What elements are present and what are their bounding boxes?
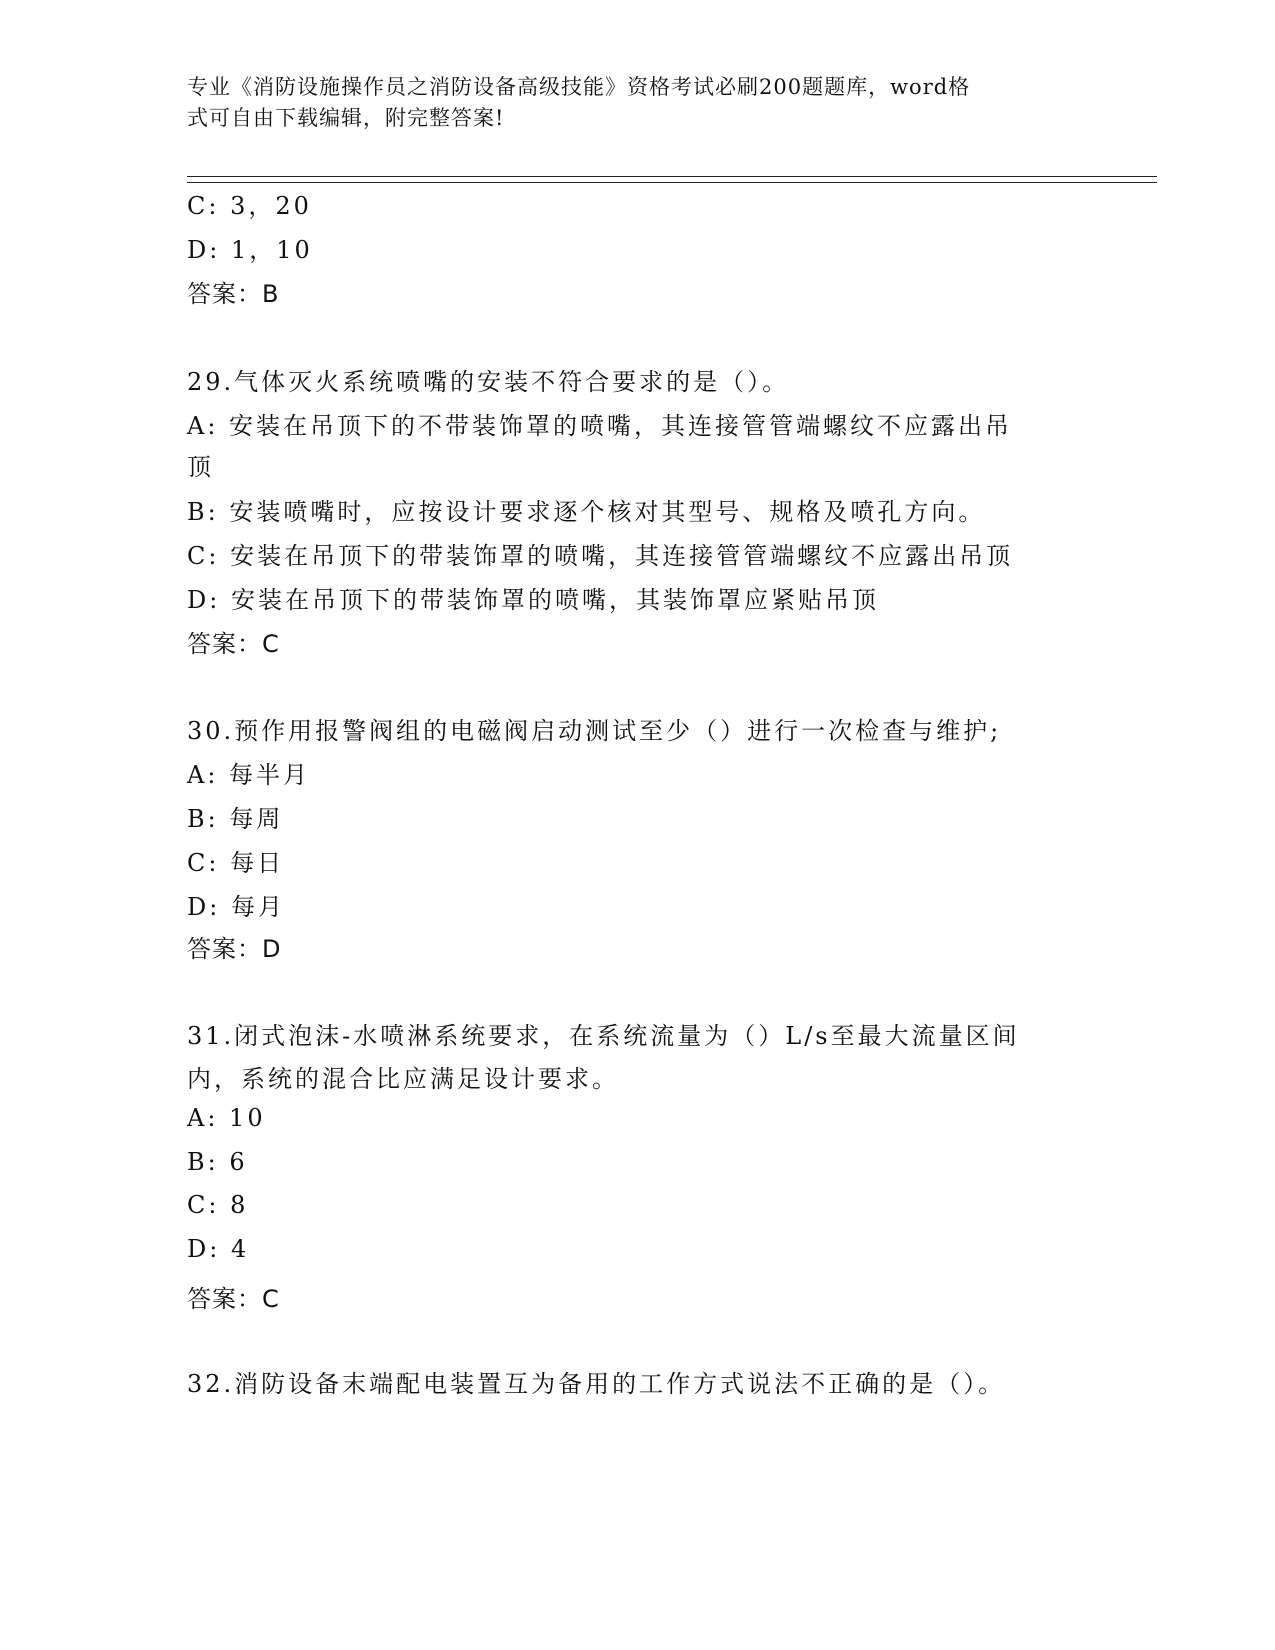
question-stem: 32.消防设备末端配电装置互为备用的工作方式说法不正确的是（）。	[187, 1370, 1006, 1398]
option-line: B: 安装喷嘴时，应按设计要求逐个核对其型号、规格及喷孔方向。	[187, 498, 986, 526]
option-line: B: 每周	[187, 805, 284, 833]
option-line: C: 每日	[187, 849, 285, 877]
header-line-2: 式可自由下载编辑，附完整答案!	[187, 106, 505, 130]
option-line: A: 10	[187, 1104, 266, 1132]
option-line: D: 4	[187, 1235, 250, 1263]
header-line-1: 专业《消防设施操作员之消防设备高级技能》资格考试必刷200题题库，word格	[187, 75, 971, 99]
option-line: C: 安装在吊顶下的带装饰罩的喷嘴，其连接管管端螺纹不应露出吊顶	[187, 542, 1014, 570]
question-stem: 30.预作用报警阀组的电磁阀启动测试至少（）进行一次检查与维护;	[187, 717, 1002, 745]
option-line: D: 1，10	[187, 236, 313, 264]
option-line: B: 6	[187, 1148, 248, 1176]
option-line: A: 每半月	[187, 761, 311, 789]
answer-line: 答案：C	[187, 1285, 280, 1313]
question-stem: 29.气体灭火系统喷嘴的安装不符合要求的是（）。	[187, 368, 790, 396]
option-line: A: 安装在吊顶下的不带装饰罩的喷嘴，其连接管管端螺纹不应露出吊	[187, 412, 1013, 440]
option-line: C: 3，20	[187, 192, 312, 220]
option-line: C: 8	[187, 1191, 249, 1219]
question-stem-continuation: 内，系统的混合比应满足设计要求。	[187, 1065, 619, 1093]
document-header	[187, 72, 1067, 134]
answer-line: 答案：C	[187, 630, 280, 658]
header-rule-bottom	[187, 182, 1157, 183]
answer-line: 答案：D	[187, 935, 282, 963]
question-stem: 31.闭式泡沫-水喷淋系统要求，在系统流量为（）L/s至最大流量区间	[187, 1022, 1020, 1050]
option-line: D: 每月	[187, 893, 285, 921]
answer-line: 答案：B	[187, 280, 280, 308]
option-line-continuation: 顶	[187, 453, 214, 481]
header-rule-top	[187, 176, 1157, 177]
option-line: D: 安装在吊顶下的带装饰罩的喷嘴，其装饰罩应紧贴吊顶	[187, 586, 879, 614]
